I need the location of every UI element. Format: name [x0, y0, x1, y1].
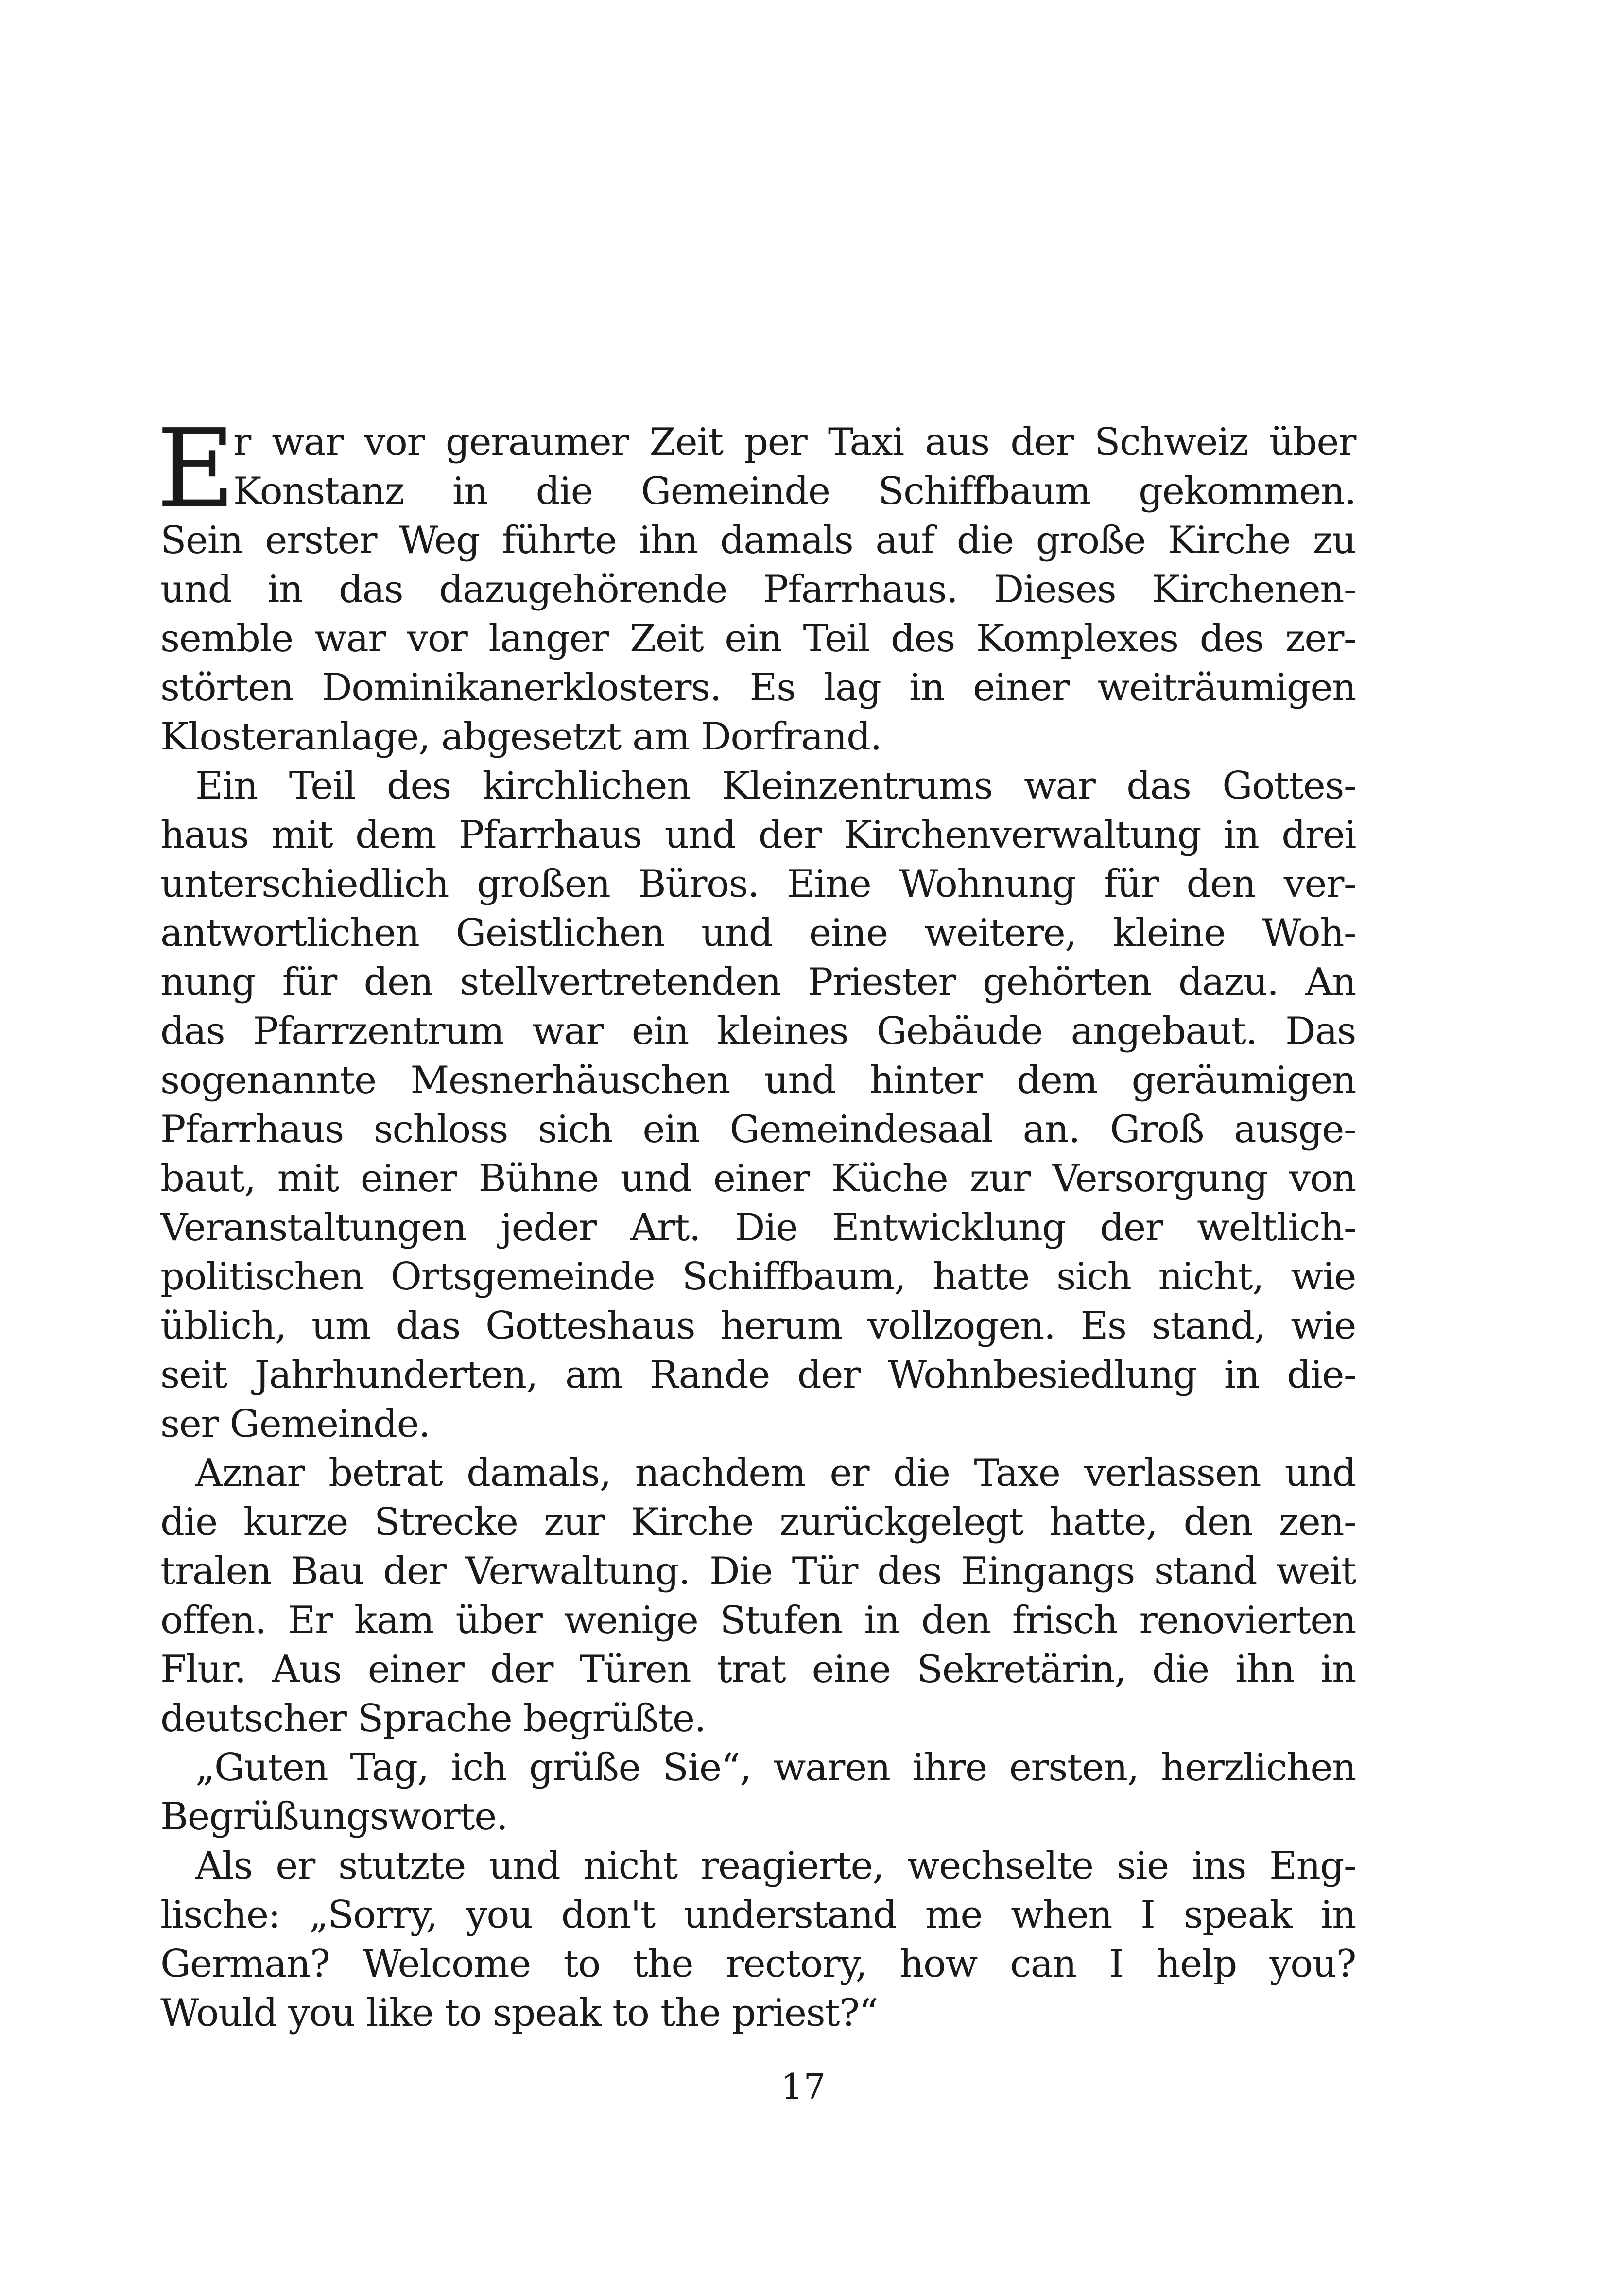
drop-cap: E [156, 406, 236, 532]
text-line: semble war vor langer Zeit ein Teil des Komplexes des zer- [160, 617, 1356, 661]
text-line: sogenannte Mesnerhäuschen und hinter dem geräumigen [160, 1059, 1356, 1102]
text-line: Begrüßungsworte. [160, 1795, 508, 1839]
text-line: tralen Bau der Verwaltung. Die Tür des Eingangs stand weit [160, 1549, 1356, 1593]
text-line: politischen Ortsgemeinde Schiffbaum, hatte sich nicht, wie [160, 1255, 1356, 1299]
text-line: Flur. Aus einer der Türen trat eine Sekretärin, die ihn in [160, 1648, 1356, 1691]
text-line: offen. Er kam über wenige Stufen in den frisch renovierten [160, 1599, 1356, 1642]
body-text [156, 406, 1356, 2038]
text-line: üblich, um das Gotteshaus herum vollzogen. Es stand, wie [160, 1304, 1356, 1348]
text-line: Konstanz in die Gemeinde Schiffbaum gekommen. [233, 470, 1356, 513]
text-line: und in das dazugehörende Pfarrhaus. Dieses Kirchenen- [160, 568, 1356, 611]
paragraph-1 [156, 406, 1356, 532]
text-line: Ein Teil des kirchlichen Kleinzentrums war das Gottes- [195, 764, 1356, 808]
text-line: baut, mit einer Bühne und einer Küche zur Versorgung von [160, 1157, 1356, 1200]
paragraph-3 [160, 1449, 1356, 1743]
paragraph-2 [160, 762, 1356, 1449]
text-line: deutscher Sprache begrüßte. [160, 1697, 706, 1740]
text-line: Sein erster Weg führte ihn damals auf die große Kirche zu [160, 519, 1356, 562]
text-line: die kurze Strecke zur Kirche zurückgelegt hatte, den zen- [160, 1500, 1356, 1544]
text-line: störten Dominikanerklosters. Es lag in einer weiträumigen [160, 666, 1356, 710]
text-line: Veranstaltungen jeder Art. Die Entwicklung der weltlich- [160, 1206, 1356, 1250]
text-line: Klosteranlage, abgesetzt am Dorfrand. [160, 715, 882, 759]
text-line: German? Welcome to the rectory, how can I help you? [160, 1942, 1356, 1986]
paragraph-4 [160, 1743, 1356, 1842]
text-line: haus mit dem Pfarrhaus und der Kirchenverwaltung in drei [160, 813, 1356, 857]
text-line: Als er stutzte und nicht reagierte, wechselte sie ins Eng- [195, 1844, 1356, 1888]
text-line: Aznar betrat damals, nachdem er die Taxe verlassen und [195, 1451, 1356, 1495]
text-line: antwortlichen Geistlichen und eine weitere, kleine Woh- [160, 911, 1356, 955]
page-number: 17 [780, 2066, 827, 2107]
text-line: „Guten Tag, ich grüße Sie“, waren ihre ersten, herzlichen [195, 1746, 1356, 1790]
text-line: unterschiedlich großen Büros. Eine Wohnung für den ver- [160, 862, 1356, 906]
text-line: das Pfarrzentrum war ein kleines Gebäude angebaut. Das [160, 1009, 1356, 1053]
text-line: nung für den stellvertretenden Priester gehörten dazu. An [160, 960, 1356, 1004]
text-line: r war vor geraumer Zeit per Taxi aus der Schweiz über [233, 420, 1356, 464]
text-line: lische: „Sorry, you don't understand me when I speak in [160, 1893, 1356, 1937]
text-line: Would you like to speak to the priest?“ [160, 1991, 878, 2035]
text-line: ser Gemeinde. [160, 1402, 430, 1446]
text-line: seit Jahrhunderten, am Rande der Wohnbesiedlung in die- [160, 1353, 1356, 1397]
paragraph-5 [160, 1842, 1356, 2038]
text-line: Pfarrhaus schloss sich ein Gemeindesaal an. Groß ausge- [160, 1108, 1356, 1151]
